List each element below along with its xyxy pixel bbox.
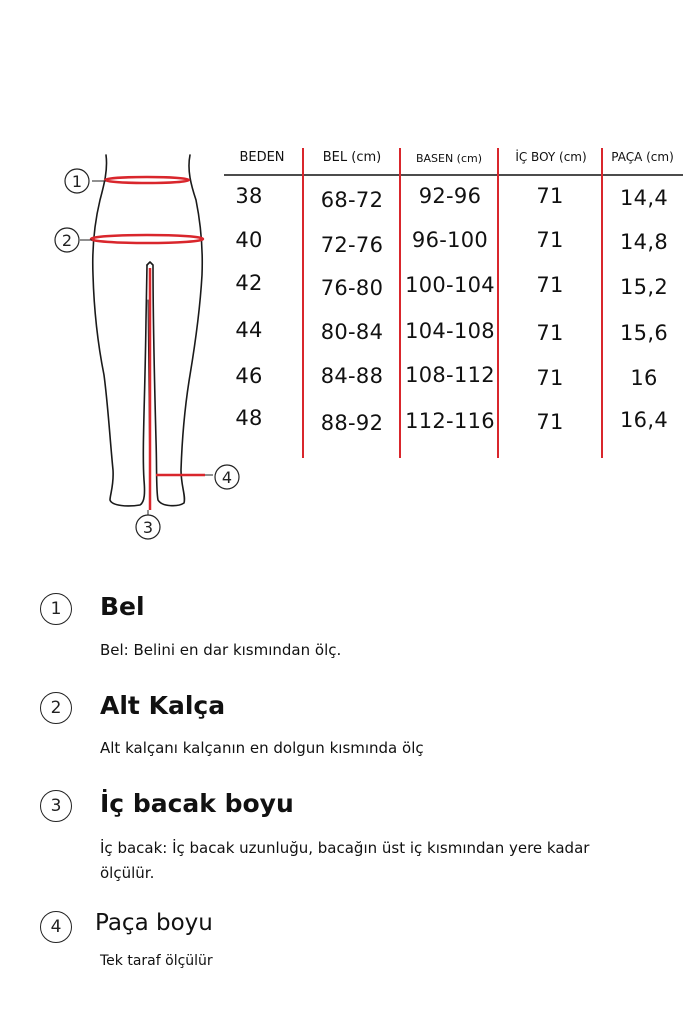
marker-2-label: 2 — [61, 231, 73, 250]
cell-paca: 14,4 — [620, 186, 668, 210]
hip-measure-line — [91, 235, 203, 243]
marker-3-label: 3 — [142, 518, 154, 537]
legend-title: Alt Kalça — [100, 691, 226, 720]
cell-beden: 40 — [235, 228, 263, 252]
cell-bel: 72-76 — [320, 233, 384, 257]
legend-number: 2 — [40, 692, 72, 724]
cell-beden: 44 — [235, 318, 263, 342]
cell-basen: 92-96 — [418, 184, 482, 208]
cell-ic-boy: 71 — [536, 184, 564, 208]
waist-measure-line — [105, 177, 189, 183]
marker-4-label: 4 — [221, 468, 233, 487]
legend-description: Tek taraf ölçülür — [100, 953, 213, 969]
cell-bel: 76-80 — [320, 276, 384, 300]
legs-outline-icon — [93, 155, 202, 506]
legend-description: Alt kalçanı kalçanın en dolgun kısmında ölç — [100, 739, 424, 757]
legend-title: Bel — [100, 592, 145, 621]
cell-ic-boy: 71 — [536, 228, 564, 252]
cell-bel: 84-88 — [320, 364, 384, 388]
header-paca: PAÇA (cm) — [611, 150, 674, 164]
legend-number: 4 — [40, 911, 72, 943]
cell-basen: 100-104 — [405, 273, 495, 297]
cell-bel: 80-84 — [320, 320, 384, 344]
cell-beden: 46 — [235, 364, 263, 388]
marker-1-label: 1 — [71, 172, 83, 191]
header-bel: BEL (cm) — [322, 150, 382, 165]
cell-beden: 48 — [235, 406, 263, 430]
legend-number: 3 — [40, 790, 72, 822]
legend-title: İç bacak boyu — [100, 789, 294, 818]
cell-basen: 96-100 — [411, 228, 489, 252]
cell-bel: 68-72 — [320, 188, 384, 212]
cell-beden: 38 — [235, 184, 263, 208]
cell-bel: 88-92 — [320, 411, 384, 435]
cell-paca: 15,2 — [620, 275, 668, 299]
header-ic-boy: İÇ BOY (cm) — [515, 150, 587, 164]
cell-basen: 108-112 — [405, 363, 495, 387]
cell-beden: 42 — [235, 271, 263, 295]
cell-paca: 16 — [630, 366, 658, 390]
cell-basen: 112-116 — [405, 409, 495, 433]
legend-title: Paça boyu — [95, 910, 213, 936]
header-beden: BEDEN — [239, 150, 285, 165]
cell-ic-boy: 71 — [536, 410, 564, 434]
legend-description: Bel: Belini en dar kısmından ölç. — [100, 641, 342, 659]
cell-ic-boy: 71 — [536, 366, 564, 390]
legend-number: 1 — [40, 593, 72, 625]
cell-paca: 15,6 — [620, 321, 668, 345]
cell-paca: 16,4 — [620, 408, 668, 432]
legend-description: İç bacak: İç bacak uzunluğu, bacağın üst iç kısmından yere kadar ölçülür. — [100, 839, 590, 882]
cell-ic-boy: 71 — [536, 321, 564, 345]
cell-paca: 14,8 — [620, 230, 668, 254]
header-basen: BASEN (cm) — [415, 152, 483, 165]
cell-ic-boy: 71 — [536, 273, 564, 297]
cell-basen: 104-108 — [405, 319, 495, 343]
